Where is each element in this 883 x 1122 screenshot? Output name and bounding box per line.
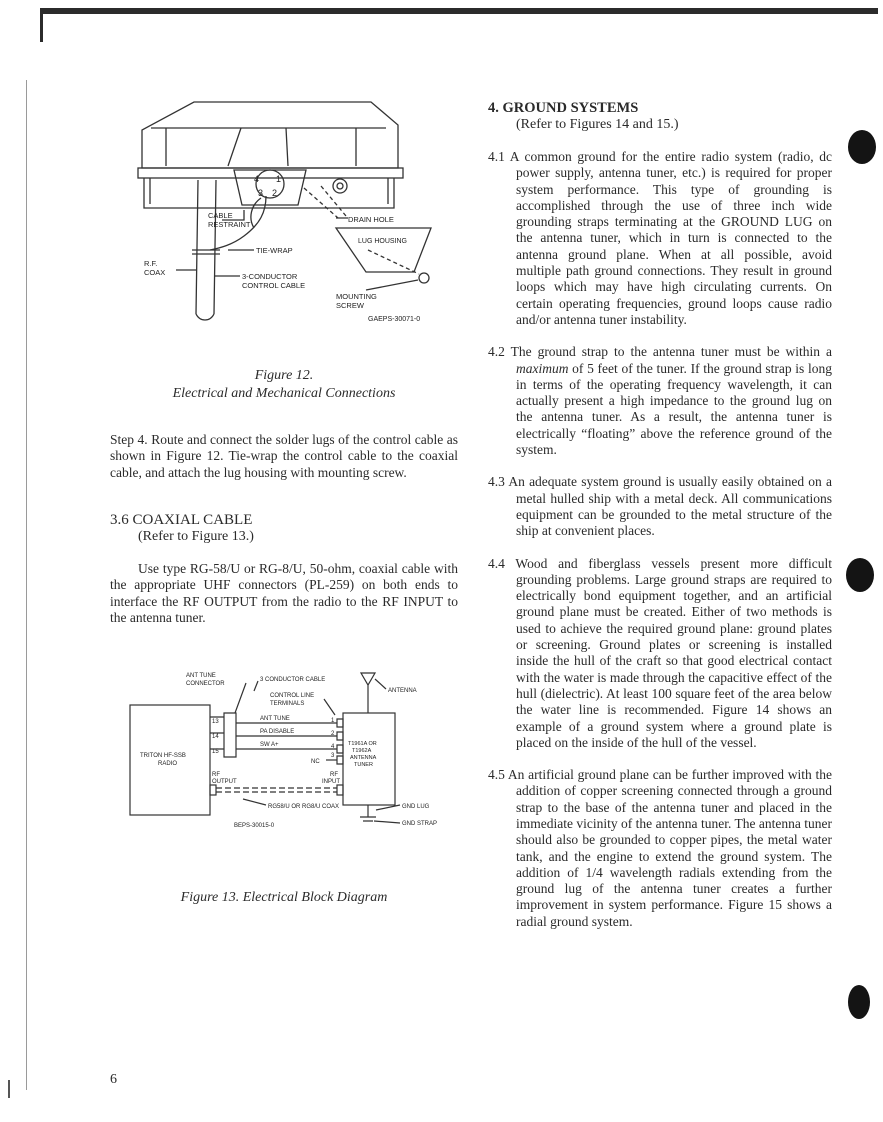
rf-input-jack <box>337 785 343 795</box>
paragraph-4-4: 4.4 Wood and fiberglass vessels present more difficult grounding problems. Large ground straps are required to electrically bond equipment together, and an artificial ground plane must be created. Either of two methods is used to achieve the required ground plane: ground plates or screening. Ground plates or screening is installed inside the hull of the craft so that good electrical contact with the water is made through the capacitive effect of the hull (dielectric). At least 100 square feet of the area below the water line is recommended. Figure 14 shows an example of a ground system where a ground plate is placed on the inside of the hull of the vessel. <box>488 555 832 750</box>
label-j14: 14 <box>212 734 219 740</box>
label-tuner-line3: ANTENNA <box>350 755 377 761</box>
label-three-conductor-cable: 3 CONDUCTOR CABLE <box>260 677 326 683</box>
gnd-strap-line <box>360 805 376 821</box>
label-tie-wrap: TIE-WRAP <box>256 246 293 255</box>
cable-restraint <box>251 198 261 228</box>
section-3-6-heading: 3.6 COAXIAL CABLE <box>110 512 253 528</box>
label-rf-coax-line2: COAX <box>144 268 166 277</box>
label-cable-restraint-line2: RESTRAINT <box>208 220 251 229</box>
left-margin-rule <box>26 80 27 1090</box>
label-sw-a-wire: SW A+ <box>260 742 279 748</box>
label-control-cable-line2: CONTROL CABLE <box>242 281 306 290</box>
label-radio-line1: TRITON HF-SSB <box>140 753 186 759</box>
label-tuner-line2: T1962A <box>352 748 372 754</box>
top-corner-mark <box>40 14 43 42</box>
lug-housing <box>336 228 431 272</box>
paragraph-4-3: 4.3 An adequate system ground is usually easily obtained on a metal hulled ship with a metal deck. All communications equipment can be grounded to the metal structure of the ship at convenient places. <box>488 474 832 539</box>
section-4-ref: (Refer to Figures 14 and 15.) <box>516 117 679 132</box>
antenna-mast <box>361 673 375 713</box>
figure-12-caption-title: Electrical and Mechanical Connections <box>172 386 396 401</box>
paragraph-4-5: 4.5 An artificial ground plane can be further improved with the addition of copper screening connected through a ground strap to the base of the antenna tuner and placed in the immediate vicinity of the antenna tuner. The antenna tuner should also be grounded to copper pipes, the metal water tank, and the engine to extend the ground system. The addition of 1/4 wavelength radials extending from the ground lug of the antenna tuner creates a further improvement in system performance. Figure 15 shows a radial ground system. <box>488 767 832 929</box>
paragraph-4-2-emphasis: maximum <box>516 360 569 376</box>
label-ant-tune-wire: ANT TUNE <box>260 716 290 722</box>
page-number: 6 <box>110 1072 117 1087</box>
section-4-heading: 4. GROUND SYSTEMS <box>488 100 639 116</box>
label-gnd-strap: GND STRAP <box>402 821 438 827</box>
figure-13-drawing-number: BEPS-30015-0 <box>234 823 275 829</box>
label-rf-output-line2: OUTPUT <box>212 779 237 785</box>
label-radio-line2: RADIO <box>158 761 178 767</box>
label-ant-tune-connector-line1: ANT TUNE <box>186 673 216 679</box>
label-lug-housing: LUG HOUSING <box>358 238 408 245</box>
label-terminal-3: 3 <box>331 753 335 759</box>
label-antenna: ANTENNA <box>388 688 417 694</box>
label-control-cable-line1: 3-CONDUCTOR <box>242 272 298 281</box>
pin-label-1: 1 <box>276 174 282 184</box>
step-4-block <box>110 432 458 481</box>
label-terminal-2: 2 <box>331 731 335 737</box>
mounting-screw-icon <box>419 273 429 283</box>
bottom-corner-mark <box>8 1080 10 1098</box>
connector-recess <box>234 170 306 205</box>
label-drain-hole: DRAIN HOLE <box>348 215 394 224</box>
label-j13: 13 <box>212 719 219 725</box>
label-terminal-4: 4 <box>331 744 335 750</box>
label-terminal-1: 1 <box>331 718 335 724</box>
tuner-housing-lower <box>144 178 394 208</box>
figure-13-caption: Figure 13. Electrical Block Diagram <box>180 890 388 905</box>
label-mounting-screw-line1: MOUNTING <box>336 292 377 301</box>
paragraph-4-2 <box>488 344 832 458</box>
label-mounting-screw-line2: SCREW <box>336 301 364 310</box>
figure-12-drawing <box>136 100 466 330</box>
section-3-6 <box>110 512 458 626</box>
label-control-line-terminals-line2: TERMINALS <box>270 701 305 707</box>
connector-oval <box>224 713 236 757</box>
label-coax: RG58/U OR RG8/U COAX <box>268 804 340 810</box>
pin-label-3: 3 <box>258 188 264 198</box>
figure-12-drawing-number: GAEPS-30071-0 <box>368 316 421 323</box>
label-rf-output-line1: RF <box>212 772 220 778</box>
paragraph-4-2-lead: 4.2 The ground strap to the antenna tuner must be within a <box>488 344 832 360</box>
section-4 <box>488 100 832 930</box>
top-border-rule <box>40 8 878 14</box>
radio-block <box>130 705 210 815</box>
binder-hole-bottom <box>848 985 870 1019</box>
label-tuner-line4: TUNER <box>354 762 373 768</box>
binder-hole-middle <box>846 558 874 592</box>
label-rf-input-line1: RF <box>330 772 338 778</box>
rf-output-jack <box>210 785 216 795</box>
coax-line <box>216 788 337 792</box>
pin-label-4: 4 <box>254 174 260 184</box>
paragraph-4-2-rest: of 5 feet of the tuner. If the ground strap is long in terms of the operating frequency wavelength, it can actually present a high impedance to the ground lug on the antenna tuner. As a result, the antenna tuner is electrically “floating” above the reference ground of the system. <box>516 360 832 458</box>
paragraph-4-1: 4.1 A common ground for the entire radio system (radio, dc power supply, antenna tuner, etc.) is required for proper system performance. This type of grounding is accomplished through the use of three inch wide grounding straps terminating at the GROUND LUG on the antenna tuner, which in turn is connected to the antenna ground plane. When at all possible, avoid multiple path ground connections. They result in ground loops which may have high circulating currents. On certain operating frequencies, ground loops cause radio and/or antenna tuner instability. <box>488 149 832 327</box>
label-nc: NC <box>311 759 320 765</box>
tie-wrap-mark <box>192 250 220 254</box>
label-pa-disable-wire: PA DISABLE <box>260 729 295 735</box>
figure-12-caption-number: Figure 12. <box>254 368 314 383</box>
step-4-text: Step 4. Route and connect the solder lugs of the control cable as shown in Figure 12. Tie-wrap the control cable to the coaxial cable, and attach the lug housing with mounting screw. <box>110 432 458 480</box>
label-control-line-terminals-line1: CONTROL LINE <box>270 693 315 699</box>
section-3-6-body: Use type RG-58/U or RG-8/U, 50-ohm, coaxial cable with the appropriate UHF connectors (PL-259) on both ends to interface the RF OUTPUT from the radio to the RF INPUT to the antenna tuner. <box>110 561 458 625</box>
label-gnd-lug: GND LUG <box>402 804 430 810</box>
pin-label-2: 2 <box>272 188 278 198</box>
label-rf-input-line2: INPUT <box>322 779 340 785</box>
label-tuner-line1: T1961A OR <box>348 741 377 747</box>
coax-cable <box>196 180 216 314</box>
tuner-housing-top <box>142 102 398 168</box>
section-3-6-ref: (Refer to Figure 13.) <box>138 529 254 544</box>
drain-hole-icon <box>333 179 347 193</box>
label-cable-restraint-line1: CABLE <box>208 211 233 220</box>
label-ant-tune-connector-line2: CONNECTOR <box>186 681 225 687</box>
figure-13-block-diagram <box>128 665 458 840</box>
label-rf-coax-line1: R.F. <box>144 259 158 268</box>
binder-hole-top <box>848 130 876 164</box>
figure-12-caption <box>110 367 458 403</box>
label-j15: 15 <box>212 749 219 755</box>
